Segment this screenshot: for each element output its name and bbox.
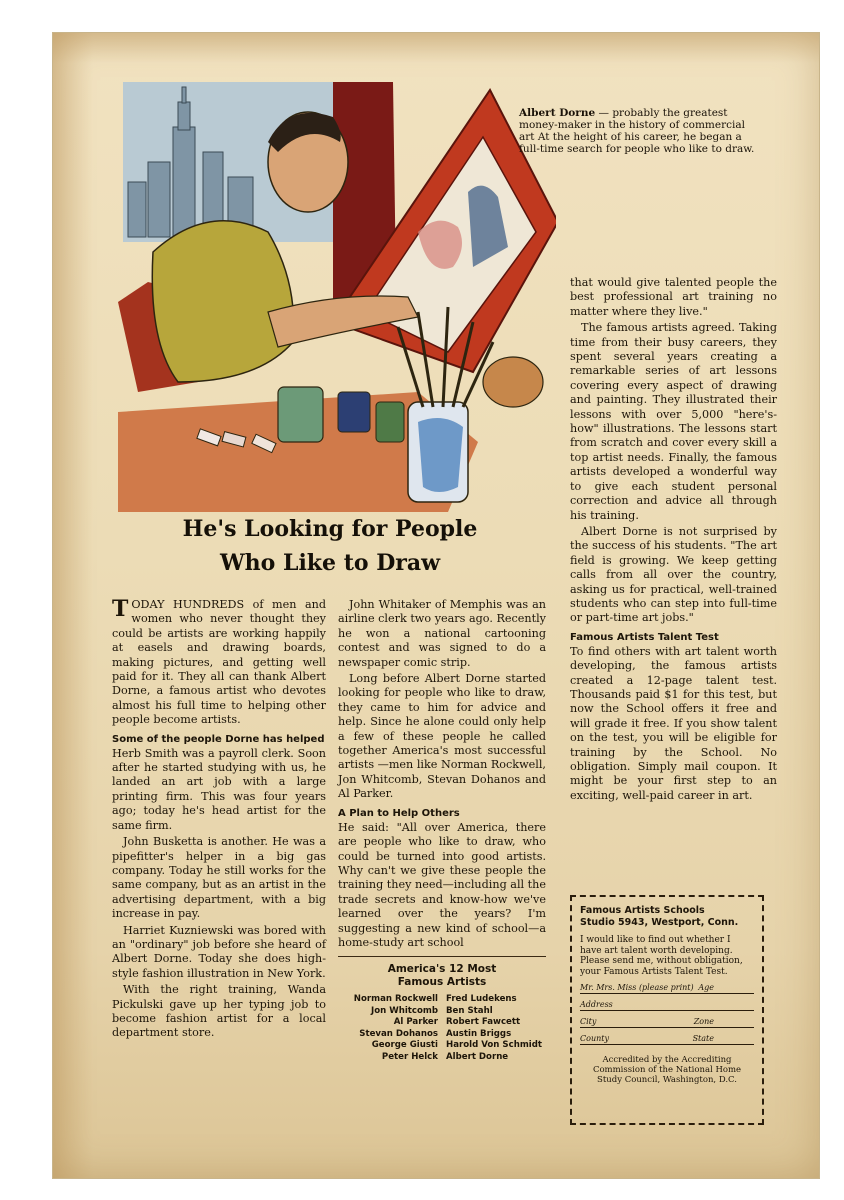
col3-paragraph-2: The famous artists agreed. Taking time from their busy careers, they spent several years creating a remarkable series of art lessons covering every aspect of drawing and painting. They illustrated their lessons with over 5,000 "here's-how" illustrations. The lessons start from scratch and cover every skill a top artist needs. Finally, the famous artists developed a wonderful way to give each student personal correction and advice all through his training. xyxy=(570,321,777,522)
col1-p1-text: of men and women who never thought they could be artists are working happily at easels and drawing boards, making pictures, and getting well paid for it. They all can thank Albert Dorne, a famous artist who devotes almost his full time to helping other people become artists. xyxy=(112,598,326,727)
artist-name: Austin Briggs xyxy=(446,1028,512,1039)
artists-list-title xyxy=(338,963,546,989)
city-zone-field[interactable] xyxy=(580,1017,754,1028)
coupon-title-2: Studio 5943, Westport, Conn. xyxy=(580,917,739,928)
col3-subhead: Famous Artists Talent Test xyxy=(570,631,719,643)
artists-title-line-1: America's 12 Most xyxy=(387,963,497,976)
caption-name: Albert Dorne xyxy=(519,107,596,119)
artist-name: Ben Stahl xyxy=(446,1005,493,1016)
address-label: Address xyxy=(580,1000,613,1009)
artists-title-line-2: Famous Artists xyxy=(397,976,487,989)
col3-paragraph-3: Albert Dorne is not surprised by the success of his students. "The art field is growing. We keep getting calls from all over the country, asking us for practical, well-trained students who can step into full-time or part-time art jobs." xyxy=(570,524,777,625)
col2-paragraph-2: Long before Albert Dorne started looking for people who like to draw, they came to him for advice and help. Since he alone could only help a few of these people he called together America's most successful artists —men like Norman Rockwell, Jon Whitcomb, Stevan Dohanos and Al Parker. xyxy=(338,672,546,801)
artist-name: Peter Helck xyxy=(381,1051,438,1062)
coupon-body: I would like to find out whether I have art talent worth developing. Please send me, without obligation, your Famous Artists Talent Test. xyxy=(580,935,743,977)
caption-text: — probably the greatest money-maker in the history of commercial art At the height of his career, he began a full-time search for people who like to draw. xyxy=(519,107,755,155)
artist-name: Harold Von Schmidt xyxy=(446,1040,542,1051)
artist-name: Norman Rockwell xyxy=(353,994,438,1005)
headline-line-2: Who Like to Draw xyxy=(219,550,441,576)
accreditation-note: Accredited by the Accrediting Commission of the National Home Study Council, Washington, D.C. xyxy=(592,1055,742,1085)
artist-name: Jon Whitcomb xyxy=(371,1005,438,1016)
drop-cap: T xyxy=(112,596,129,622)
illustration-artist-at-easel xyxy=(118,82,556,512)
lead-caps: ODAY HUNDREDS xyxy=(131,598,245,611)
col2-paragraph-3: He said: "All over America, there are people who like to draw, who could be turned into good artists. Why can't we give these people the training they need—including all the trade secrets and know-how we've learned over the years? I'm suggesting a new kind of school—a home-study art school xyxy=(338,820,546,949)
artist-name: Robert Fawcett xyxy=(446,1017,521,1028)
artist-name: Al Parker xyxy=(393,1017,438,1028)
artist-shirt xyxy=(152,221,293,382)
col1-subhead: Some of the people Dorne has helped xyxy=(112,733,325,745)
name-field[interactable] xyxy=(580,983,754,994)
paper-stain-top xyxy=(53,33,819,63)
name-label: Mr. Mrs. Miss xyxy=(580,983,637,992)
county-label: County xyxy=(580,1034,609,1043)
illustration-caption xyxy=(519,107,759,155)
col3-paragraph-4: To find others with art talent worth developing, the famous artists created a 12-page talent test. Thousands paid $1 for this test, but now the School offers it free and will grade it free. If you show talent on the test, you will be eligible for training by the School. No obligation. Simply mail coupon. It might be your first step to an exciting, well-paid career in art. xyxy=(570,644,777,802)
age-label: Age xyxy=(698,983,714,992)
county-state-field[interactable] xyxy=(580,1034,754,1045)
city-label: City xyxy=(580,1017,597,1026)
article-column-1 xyxy=(112,598,326,1043)
address-field[interactable] xyxy=(580,1000,754,1011)
article-column-2 xyxy=(338,598,546,1063)
mail-coupon[interactable] xyxy=(570,895,764,1125)
col2-paragraph-1: John Whitaker of Memphis was an airline clerk two years ago. Recently he won a national cartooning contest and was signed to do a newspaper comic strip. xyxy=(338,598,546,669)
col1-paragraph-1 xyxy=(112,598,326,728)
print-label: (please print) xyxy=(638,983,694,992)
headline-line-1: He's Looking for People xyxy=(182,516,478,542)
col1-paragraph-4: Harriet Kuzniewski was bored with an "ordinary" job before she heard of Albert Dorne. Today she does high-style fashion illustration in New York. xyxy=(112,923,326,980)
state-label: State xyxy=(692,1034,714,1043)
col1-paragraph-5: With the right training, Wanda Pickulski gave up her typing job to become fashion artist for a local department store. xyxy=(112,983,326,1040)
artist-name: George Giusti xyxy=(371,1040,438,1051)
col1-paragraph-2: Herb Smith was a payroll clerk. Soon after he started studying with us, he landed an art job with a large printing firm. This was four years ago; today he's head artist for the same firm. xyxy=(112,746,326,832)
divider xyxy=(338,956,546,957)
headline xyxy=(110,512,550,580)
col1-paragraph-3: John Busketta is another. He was a pipefitter's helper in a big gas company. Today he still works for the same company, but as an artist in the advertising department, with a big increase in pay. xyxy=(112,835,326,921)
coupon-title-1: Famous Artists Schools xyxy=(580,905,705,916)
article-column-3 xyxy=(570,276,777,805)
artist-name: Albert Dorne xyxy=(446,1051,509,1062)
artist-name: Stevan Dohanos xyxy=(359,1028,438,1039)
col2-subhead: A Plan to Help Others xyxy=(338,807,460,819)
zone-label: Zone xyxy=(693,1017,714,1026)
col3-paragraph-1: that would give talented people the best professional art training no matter where they live." xyxy=(570,276,777,318)
artist-name: Fred Ludekens xyxy=(446,994,517,1005)
artists-list xyxy=(338,994,546,1063)
paper-stain-left xyxy=(53,33,93,1178)
